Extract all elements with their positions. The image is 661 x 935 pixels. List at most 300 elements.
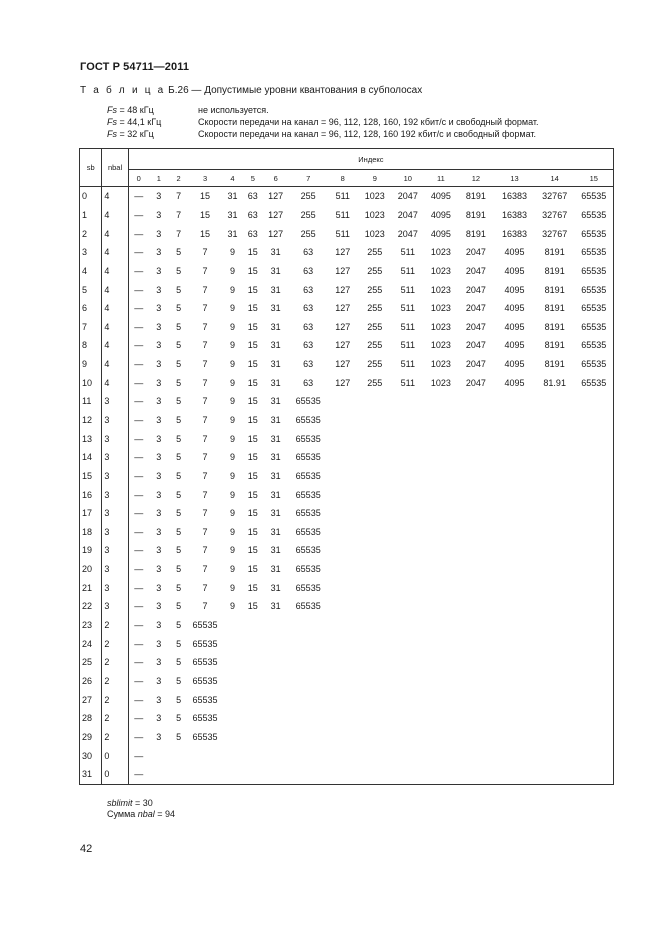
table-row	[80, 373, 614, 392]
index-header-cell: 5	[243, 170, 262, 187]
cell-index-value: —	[134, 228, 144, 239]
cell-index-value: 1023	[364, 209, 385, 220]
cell-index-value: 9	[229, 470, 235, 481]
cell-index-value: 7	[202, 284, 208, 295]
cell-index-value: 65535	[575, 299, 614, 318]
cell-index-value: 7	[202, 303, 208, 314]
cell-index-value: 3	[156, 209, 162, 220]
cell-index-value: 65535	[295, 601, 321, 612]
cell-nbal: 3	[102, 578, 128, 597]
cell-index-value: 31	[270, 508, 281, 519]
table-row	[80, 690, 614, 709]
cell-index-value	[535, 765, 575, 784]
cell-index-value: 255	[300, 209, 316, 220]
cell-index-value	[494, 429, 535, 448]
cell-index-value	[535, 653, 575, 672]
cell-index-value: 3	[156, 191, 162, 202]
cell-index-value	[424, 429, 458, 448]
cell-index-value	[575, 411, 614, 430]
cell-index-value: 15	[247, 415, 258, 425]
condition-desc: Скорости передачи на канал = 96, 112, 128, 160, 192 кбит/с и свободный формат.	[198, 117, 539, 128]
cell-index-value	[222, 728, 243, 747]
cell-index-value: 65535	[575, 336, 614, 355]
cell-index-value	[535, 728, 575, 747]
cell-index-value: 65535	[575, 206, 614, 225]
table-row	[80, 355, 614, 374]
index-header-cell: 15	[575, 170, 614, 187]
cell-index-value: 65535	[192, 657, 218, 668]
cell-index-value: 65535	[575, 280, 614, 299]
cell-index-value: 31	[270, 340, 281, 351]
cell-index-value: 3	[156, 303, 162, 314]
cell-index-value	[358, 746, 392, 765]
cell-nbal: 4	[102, 262, 128, 281]
cell-index-value: 3	[156, 470, 162, 481]
cell-index-value	[458, 429, 495, 448]
cell-index-value: 7	[202, 415, 208, 425]
cell-index-value: 7	[202, 452, 208, 463]
cell-nbal: 3	[102, 504, 128, 523]
cell-index-value	[289, 746, 328, 765]
sum-line	[107, 809, 175, 820]
cell-index-value	[535, 597, 575, 616]
cell-index-value: 2047	[465, 377, 486, 388]
cell-index-value: 31	[270, 415, 281, 425]
cell-index-value: 2047	[465, 284, 486, 295]
cell-index-value: 15	[247, 526, 258, 537]
cell-index-value: 511	[335, 228, 350, 239]
cell-index-value: 32767	[542, 209, 568, 220]
table-row	[80, 467, 614, 486]
cell-index-value	[188, 765, 222, 784]
cell-sb: 11	[80, 392, 102, 411]
cell-index-value: 9	[229, 452, 235, 463]
cell-index-value: 1023	[430, 321, 451, 332]
cell-index-value	[358, 765, 392, 784]
cell-nbal: 4	[102, 206, 128, 225]
cell-index-value	[358, 504, 392, 523]
cell-index-value: 3	[156, 396, 162, 407]
cell-index-value	[575, 765, 614, 784]
cell-index-value: 511	[400, 247, 415, 258]
cell-index-value: 4095	[504, 265, 525, 276]
cell-index-value	[535, 560, 575, 579]
cell-index-value: 63	[303, 377, 314, 388]
sum-value: = 94	[154, 809, 176, 819]
cell-index-value: 5	[176, 657, 182, 668]
cell-index-value: 127	[335, 284, 351, 295]
cell-sb: 22	[80, 597, 102, 616]
cell-index-value	[289, 728, 328, 747]
cell-index-value: 65535	[575, 317, 614, 336]
index-header-cell: 14	[535, 170, 575, 187]
cell-index-value	[424, 597, 458, 616]
cell-index-value: 5	[176, 526, 182, 537]
cell-index-value: 63	[303, 284, 314, 295]
cell-index-value	[358, 429, 392, 448]
cell-sb: 8	[80, 336, 102, 355]
cell-index-value: 4095	[430, 191, 451, 202]
cell-index-value	[535, 616, 575, 635]
cell-index-value: 15	[247, 303, 258, 314]
cell-index-value	[358, 672, 392, 691]
cell-index-value: 65535	[575, 355, 614, 374]
cell-index-value: 3	[156, 582, 162, 593]
cell-index-value: 15	[247, 452, 258, 463]
cell-index-value: 5	[176, 713, 182, 724]
cell-index-value	[458, 616, 495, 635]
cell-index-value	[575, 653, 614, 672]
cell-index-value: 5	[176, 508, 182, 519]
cell-index-value: 81.91	[543, 377, 566, 388]
cell-index-value: 3	[156, 359, 162, 370]
cell-index-value	[424, 467, 458, 486]
cell-index-value: 31	[270, 247, 281, 258]
cell-nbal: 4	[102, 243, 128, 262]
condition-eq: = 44,1 кГц	[117, 117, 162, 128]
cell-index-value	[328, 504, 359, 523]
cell-index-value	[262, 653, 288, 672]
cell-index-value: 65535	[192, 620, 218, 631]
table-footnote	[107, 798, 175, 820]
cell-index-value	[392, 690, 425, 709]
cell-index-value: —	[134, 545, 144, 556]
cell-index-value	[535, 448, 575, 467]
cell-index-value: 9	[229, 340, 235, 351]
cell-index-value: 31	[270, 545, 281, 556]
cell-index-value: 5	[176, 638, 182, 649]
cell-index-value: 4095	[504, 377, 525, 388]
cell-index-value: 15	[247, 359, 258, 370]
cell-index-value	[392, 765, 425, 784]
cell-nbal: 3	[102, 429, 128, 448]
cell-index-value: 127	[335, 247, 351, 258]
cell-index-value: 65535	[575, 224, 614, 243]
cell-index-value	[458, 523, 495, 542]
cell-index-value: 511	[335, 209, 350, 220]
cell-index-value: 3	[156, 452, 162, 463]
condition-eq: = 48 кГц	[117, 105, 154, 115]
cell-index-value: 9	[229, 433, 235, 444]
cell-index-value: 2047	[465, 321, 486, 332]
cell-index-value: 255	[367, 303, 383, 314]
cell-index-value: 255	[367, 359, 383, 370]
table-row	[80, 672, 614, 691]
cell-index-value	[328, 429, 359, 448]
cell-index-value	[424, 653, 458, 672]
cell-index-value	[424, 728, 458, 747]
cell-index-value: 3	[156, 620, 162, 631]
cell-index-value	[392, 728, 425, 747]
cell-nbal: 3	[102, 485, 128, 504]
cell-index-value	[392, 709, 425, 728]
cell-index-value	[494, 690, 535, 709]
cell-index-value: 9	[229, 508, 235, 519]
table-row	[80, 523, 614, 542]
cell-index-value: 5	[176, 545, 182, 556]
index-header-cell: 12	[458, 170, 495, 187]
cell-index-value: 3	[156, 713, 162, 724]
cell-index-value: 9	[229, 601, 235, 612]
condition-desc: не используется.	[198, 105, 269, 115]
cell-index-value: —	[134, 321, 144, 332]
index-header-cell: 2	[169, 170, 188, 187]
cell-index-value	[222, 672, 243, 691]
page-number: 42	[80, 843, 93, 855]
condition-var: Fs	[107, 117, 117, 128]
cell-index-value: 15	[247, 340, 258, 351]
cell-index-value: 255	[300, 228, 316, 239]
cell-index-value	[494, 653, 535, 672]
cell-index-value: 5	[176, 470, 182, 481]
cell-index-value	[458, 672, 495, 691]
cell-index-value	[575, 690, 614, 709]
cell-index-value: 5	[176, 452, 182, 463]
cell-index-value: 65535	[575, 262, 614, 281]
cell-index-value	[424, 485, 458, 504]
cell-index-value	[328, 597, 359, 616]
cell-index-value	[262, 690, 288, 709]
cell-index-value: 5	[176, 620, 182, 631]
cell-index-value	[328, 467, 359, 486]
cell-index-value: —	[134, 564, 144, 575]
cell-index-value: 9	[229, 265, 235, 276]
cell-index-value: 15	[247, 489, 258, 500]
cell-index-value	[392, 467, 425, 486]
cell-index-value: —	[134, 675, 144, 686]
cell-index-value: 15	[247, 508, 258, 519]
table-row	[80, 560, 614, 579]
cell-index-value: 3	[156, 601, 162, 612]
cell-index-value	[575, 709, 614, 728]
cell-index-value: 63	[303, 359, 314, 370]
cell-index-value	[392, 653, 425, 672]
cell-index-value: 255	[367, 284, 383, 295]
cell-index-value: 65535	[295, 526, 321, 537]
cell-index-value	[358, 523, 392, 542]
cell-nbal: 2	[102, 672, 128, 691]
cell-index-value	[575, 597, 614, 616]
cell-index-value	[494, 504, 535, 523]
cell-index-value	[458, 746, 495, 765]
table-row	[80, 411, 614, 430]
sum-prefix: Сумма	[107, 809, 138, 819]
cell-index-value: —	[134, 750, 144, 761]
table-row	[80, 597, 614, 616]
cell-index-value	[328, 616, 359, 635]
cell-index-value: 511	[400, 303, 415, 314]
cell-index-value	[392, 392, 425, 411]
cell-index-value: 8191	[465, 191, 486, 202]
cell-index-value	[494, 634, 535, 653]
cell-sb: 15	[80, 467, 102, 486]
cell-index-value: 31	[227, 209, 238, 220]
index-header-row	[80, 170, 614, 187]
cell-index-value	[424, 411, 458, 430]
cell-index-value	[494, 411, 535, 430]
table-row	[80, 280, 614, 299]
cell-index-value	[424, 672, 458, 691]
cell-nbal: 4	[102, 355, 128, 374]
cell-index-value: 5	[176, 415, 182, 425]
cell-index-value: 3	[156, 228, 162, 239]
cell-index-value: 1023	[430, 340, 451, 351]
cell-index-value: 127	[335, 359, 351, 370]
cell-index-value	[358, 616, 392, 635]
cell-index-value: 127	[335, 321, 351, 332]
table-body	[80, 187, 614, 785]
cell-index-value: 65535	[295, 508, 321, 519]
cell-index-value	[358, 578, 392, 597]
cell-index-value: 15	[247, 396, 258, 407]
table-row	[80, 504, 614, 523]
cell-sb: 17	[80, 504, 102, 523]
cell-index-value: 3	[156, 694, 162, 705]
cell-nbal: 3	[102, 523, 128, 542]
cell-index-value: —	[134, 657, 144, 668]
cell-index-value: 32767	[542, 228, 568, 239]
cell-index-value: —	[134, 452, 144, 463]
cell-index-value: 9	[229, 415, 235, 425]
cell-index-value	[243, 746, 262, 765]
cell-index-value: 31	[270, 359, 281, 370]
cell-index-value: 31	[270, 433, 281, 444]
cell-index-value	[458, 560, 495, 579]
cell-index-value	[458, 765, 495, 784]
cell-index-value: 5	[176, 377, 182, 388]
cell-index-value: 3	[156, 489, 162, 500]
cell-index-value	[575, 672, 614, 691]
cell-index-value: 1023	[430, 247, 451, 258]
cell-index-value	[535, 690, 575, 709]
cell-index-value	[392, 634, 425, 653]
cell-nbal: 0	[102, 765, 128, 784]
table-row	[80, 578, 614, 597]
cell-index-value: —	[134, 303, 144, 314]
cell-index-value	[458, 728, 495, 747]
cell-index-value: 5	[176, 303, 182, 314]
cell-index-value	[358, 411, 392, 430]
table-row	[80, 765, 614, 784]
cell-index-value: —	[134, 694, 144, 705]
cell-index-value: 3	[156, 675, 162, 686]
cell-index-value	[575, 541, 614, 560]
cell-index-value	[358, 653, 392, 672]
cell-index-value: 9	[229, 303, 235, 314]
cell-index-value	[358, 485, 392, 504]
cell-index-value: 31	[270, 582, 281, 593]
cell-sb: 3	[80, 243, 102, 262]
cell-index-value	[328, 411, 359, 430]
cell-sb: 21	[80, 578, 102, 597]
cell-index-value: 3	[156, 657, 162, 668]
cell-index-value: 65535	[192, 638, 218, 649]
cell-index-value	[289, 709, 328, 728]
cell-index-value: 15	[200, 191, 211, 202]
cell-index-value	[328, 578, 359, 597]
cell-index-value	[458, 504, 495, 523]
table-row	[80, 634, 614, 653]
cell-sb: 27	[80, 690, 102, 709]
cell-index-value: 3	[156, 415, 162, 425]
cell-index-value	[243, 672, 262, 691]
cell-nbal: 4	[102, 373, 128, 392]
cell-index-value	[575, 392, 614, 411]
cell-index-value	[392, 411, 425, 430]
cell-index-value: 3	[156, 340, 162, 351]
table-row	[80, 336, 614, 355]
cell-index-value	[222, 746, 243, 765]
cell-index-value: 31	[227, 228, 238, 239]
cell-index-value: 31	[270, 321, 281, 332]
cell-index-value: 63	[303, 340, 314, 351]
cell-index-value: 15	[247, 321, 258, 332]
cell-index-value: 15	[247, 545, 258, 556]
cell-index-value	[424, 578, 458, 597]
cell-index-value	[222, 765, 243, 784]
cell-index-value: 7	[202, 508, 208, 519]
table-row	[80, 187, 614, 206]
cell-index-value	[328, 653, 359, 672]
cell-index-value: 8191	[465, 209, 486, 220]
cell-sb: 30	[80, 746, 102, 765]
cell-index-value: 255	[367, 265, 383, 276]
cell-index-value	[149, 765, 169, 784]
cell-index-value: 511	[400, 377, 415, 388]
cell-index-value: 255	[367, 377, 383, 388]
cell-index-value	[494, 709, 535, 728]
cell-nbal: 3	[102, 597, 128, 616]
cell-index-value: 65535	[575, 373, 614, 392]
cell-index-value: 63	[247, 209, 258, 220]
condition-eq: = 32 кГц	[117, 129, 154, 140]
cell-index-value	[222, 653, 243, 672]
cell-index-value: 3	[156, 284, 162, 295]
cell-index-value	[328, 485, 359, 504]
condition-row	[107, 116, 539, 128]
cell-index-value: 31	[270, 489, 281, 500]
table-row	[80, 299, 614, 318]
cell-index-value: 7	[202, 396, 208, 407]
cell-nbal: 2	[102, 728, 128, 747]
cell-index-value: 7	[202, 265, 208, 276]
document-header: ГОСТ Р 54711—2011	[80, 61, 190, 73]
cell-index-value: 255	[367, 321, 383, 332]
table-row	[80, 448, 614, 467]
cell-index-value: 7	[202, 526, 208, 537]
cell-sb: 16	[80, 485, 102, 504]
cell-index-value: —	[134, 191, 144, 202]
cell-index-value	[494, 672, 535, 691]
cell-index-value: 511	[400, 321, 415, 332]
cell-index-value: 8191	[544, 284, 565, 295]
caption-label: Т а б л и ц а	[80, 85, 166, 96]
cell-index-value	[289, 690, 328, 709]
cell-index-value: 65535	[295, 396, 321, 407]
cell-index-value	[575, 578, 614, 597]
cell-index-value	[535, 578, 575, 597]
cell-index-value: 7	[202, 359, 208, 370]
cell-index-value	[243, 616, 262, 635]
cell-index-value	[424, 765, 458, 784]
cell-index-value	[392, 560, 425, 579]
cell-index-value	[575, 467, 614, 486]
condition-var: Fs	[107, 129, 117, 140]
cell-index-value	[328, 392, 359, 411]
cell-index-value	[328, 765, 359, 784]
cell-index-value: 65535	[295, 470, 321, 481]
cell-index-value: 127	[268, 228, 284, 239]
